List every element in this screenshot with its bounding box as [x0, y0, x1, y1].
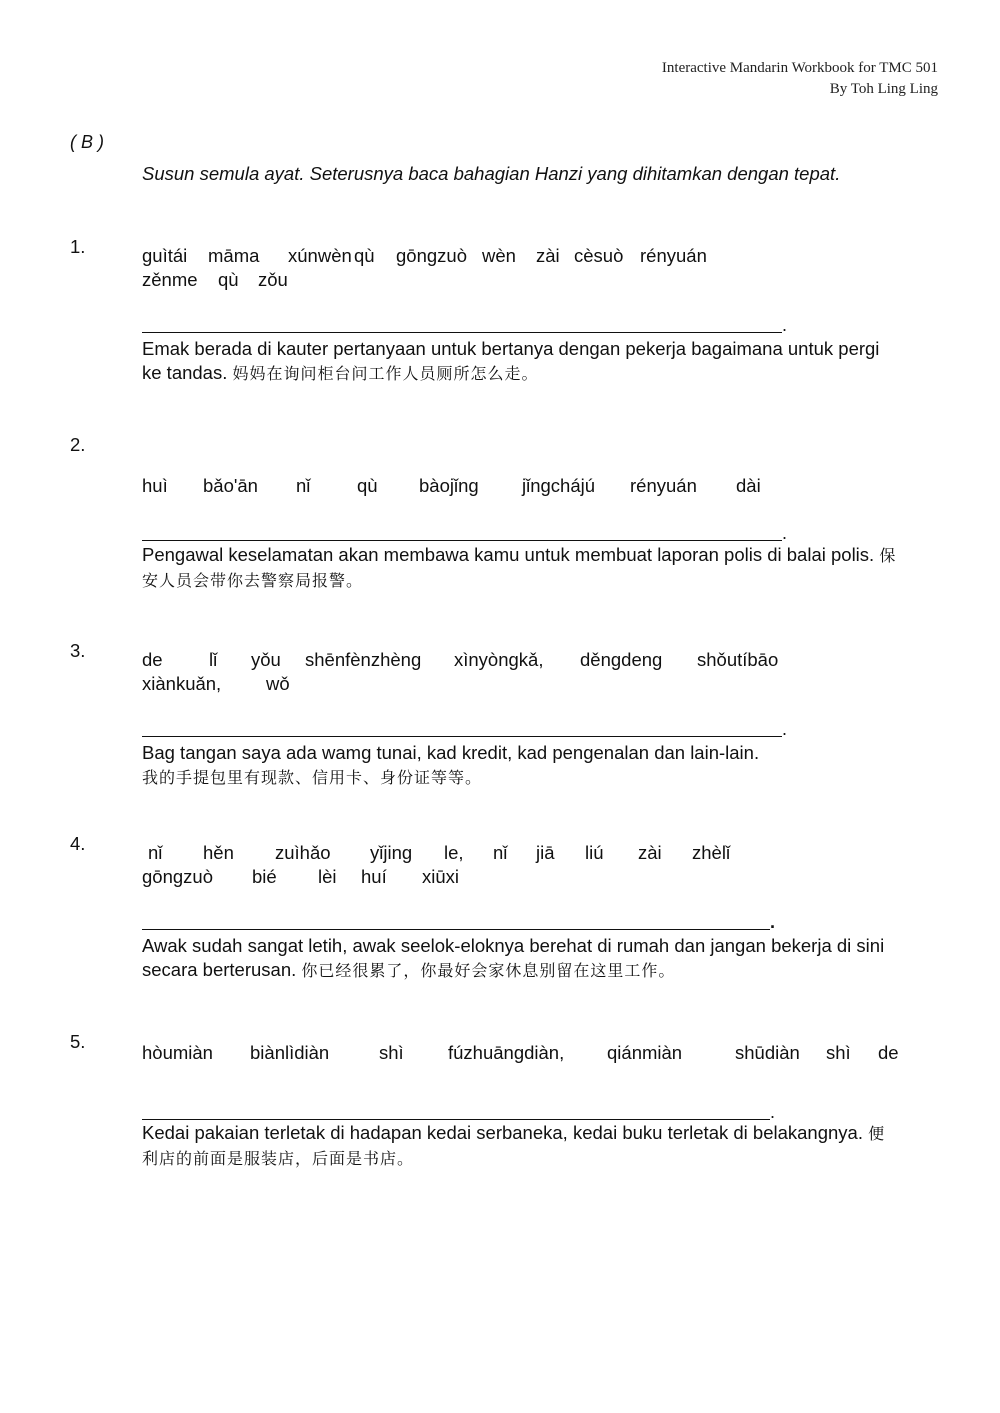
answer-blank[interactable] [142, 310, 782, 333]
pinyin-word: jǐngchájú [522, 475, 596, 496]
pinyin-word: biànlìdiàn [250, 1042, 330, 1063]
pinyin-word: zhèlǐ [692, 842, 731, 863]
pinyin-word: cèsuò [574, 245, 624, 266]
pinyin-word: lèi [318, 866, 337, 887]
pinyin-word: zuìhǎo [275, 842, 331, 863]
pinyin-word: māma [208, 245, 260, 266]
answer-period: . [782, 719, 788, 739]
pinyin-word: lǐ [209, 649, 218, 670]
header-title: Interactive Mandarin Workbook for TMC 501 [661, 60, 938, 76]
translation-malay: Kedai pakaian terletak di hadapan kedai serbaneka, kedai buku terletak di belakangnya. [142, 1122, 863, 1143]
translation-malay: Pengawal keselamatan akan membawa kamu untuk membuat laporan polis di balai polis. [142, 544, 875, 565]
pinyin-word: bàojǐng [419, 475, 479, 496]
pinyin-word: de [142, 649, 163, 670]
translation-hanzi: 你已经很累了，你最好会家休息别留在这里工作。 [301, 961, 676, 980]
pinyin-word: dài [736, 475, 761, 496]
question-number: 5. [70, 1031, 86, 1052]
page-header [662, 58, 938, 100]
pinyin-word: zǒu [258, 269, 288, 290]
header-author: By Toh Ling Ling [829, 81, 938, 97]
question-number: 3. [70, 640, 86, 661]
translation-malay: Emak berada di kauter pertanyaan untuk bertanya dengan pekerja bagaimana untuk pergi ke tandas. [142, 338, 880, 383]
pinyin-word: děngdeng [580, 649, 663, 670]
pinyin-word: xúnwèn [288, 245, 352, 266]
answer-period: . [782, 315, 788, 335]
pinyin-word: bǎo'ān [203, 475, 258, 496]
question-number: 2. [70, 434, 86, 455]
pinyin-word: fúzhuāngdiàn, [448, 1042, 565, 1063]
pinyin-word: yǒu [251, 649, 281, 670]
question-number: 4. [70, 833, 86, 854]
pinyin-word: nǐ [493, 842, 508, 863]
answer-blank[interactable] [142, 714, 782, 737]
translation [142, 741, 902, 790]
translation [142, 337, 902, 386]
pinyin-word: hòumiàn [142, 1042, 213, 1063]
pinyin-word: le, [444, 842, 464, 863]
pinyin-word: shēnfènzhèng [305, 649, 422, 670]
pinyin-word: zěnme [142, 269, 198, 290]
pinyin-word: qù [354, 245, 375, 266]
pinyin-word: rényuán [630, 475, 697, 496]
pinyin-word: gōngzuò [142, 866, 213, 887]
pinyin-word: rényuán [640, 245, 707, 266]
pinyin-word: xìnyòngkǎ, [454, 649, 544, 670]
answer-period: . [770, 1102, 776, 1122]
pinyin-word: shǒutíbāo [697, 649, 779, 670]
pinyin-word: shì [826, 1042, 851, 1063]
pinyin-word: qù [357, 475, 378, 496]
instruction-text: Susun semula ayat. Seterusnya baca bahagian Hanzi yang dihitamkan dengan tepat. [142, 163, 841, 184]
pinyin-word: guìtái [142, 245, 188, 266]
pinyin-word: wǒ [266, 673, 290, 694]
translation-malay: Awak sudah sangat letih, awak seelok-eloknya berehat di rumah dan jangan bekerja di sini secara berterusan. [142, 935, 885, 980]
pinyin-word: jiā [536, 842, 555, 863]
translation [142, 934, 902, 983]
question-number: 1. [70, 236, 86, 257]
pinyin-word: nǐ [148, 842, 163, 863]
pinyin-word: zài [638, 842, 662, 863]
translation-hanzi: 保安人员会带你去警察局报警。 [142, 546, 897, 590]
answer-period: . [782, 523, 788, 543]
answer-blank[interactable] [142, 1097, 770, 1120]
pinyin-word: shūdiàn [735, 1042, 800, 1063]
pinyin-word: bié [252, 866, 277, 887]
pinyin-word: huì [142, 475, 168, 496]
pinyin-word: zài [536, 245, 560, 266]
pinyin-word: wèn [482, 245, 516, 266]
pinyin-word: de [878, 1042, 899, 1063]
translation-hanzi: 便利店的前面是服装店，后面是书店。 [142, 1124, 886, 1168]
pinyin-word: xiànkuǎn, [142, 673, 222, 694]
translation-hanzi: 妈妈在询问柜台问工作人员厕所怎么走。 [232, 364, 539, 383]
pinyin-word: yǐjing [370, 842, 413, 863]
pinyin-word: gōngzuò [396, 245, 467, 266]
pinyin-word: nǐ [296, 475, 311, 496]
translation [142, 543, 902, 593]
answer-blank[interactable] [142, 907, 770, 930]
pinyin-word: shì [379, 1042, 404, 1063]
pinyin-word: liú [585, 842, 604, 863]
pinyin-word: xiūxi [422, 866, 460, 887]
pinyin-word: qù [218, 269, 239, 290]
pinyin-word: hěn [203, 842, 234, 863]
answer-period: . [770, 912, 776, 932]
section-label: ( B ) [70, 132, 104, 152]
pinyin-word: qiánmiàn [607, 1042, 683, 1063]
translation-hanzi: 我的手提包里有现款、信用卡、身份证等等。 [142, 768, 483, 787]
translation-malay: Bag tangan saya ada wamg tunai, kad kredit, kad pengenalan dan lain-lain. [142, 742, 760, 763]
pinyin-word: huí [361, 866, 387, 887]
translation [142, 1121, 902, 1171]
answer-blank[interactable] [142, 518, 782, 541]
